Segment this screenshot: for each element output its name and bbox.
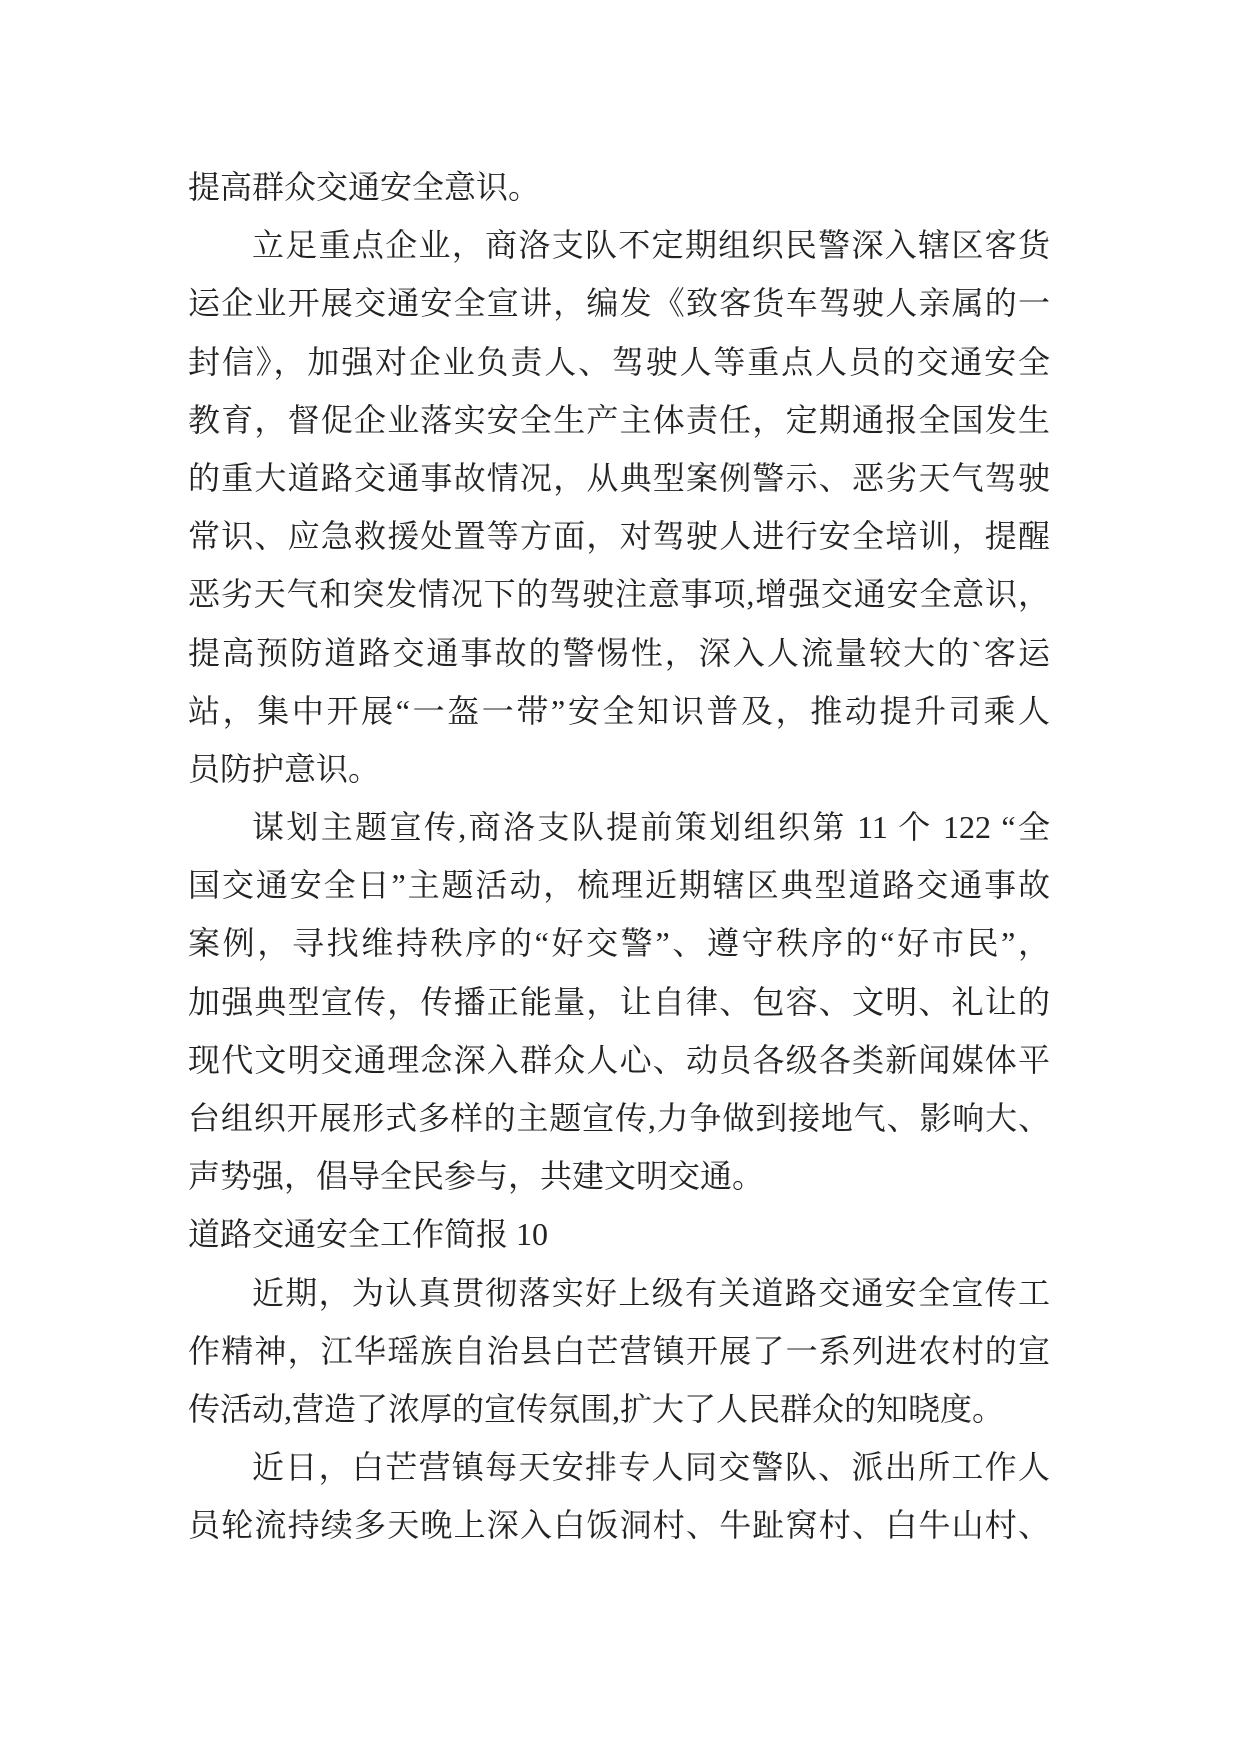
text-line: 提高群众交通安全意识。 — [188, 169, 541, 205]
text-line: 现代文明交通理念深入群众人心、动员各级各类新闻媒体平 — [188, 1041, 1050, 1078]
text-line: 加强典型宣传，传播正能量，让自律、包容、文明、礼让的 — [188, 983, 1050, 1020]
text-line: 声势强，倡导全民参与，共建文明交通。 — [188, 1158, 765, 1195]
paragraph — [188, 1264, 1050, 1439]
text-line: 的重大道路交通事故情况，从典型案例警示、恶劣天气驾驶 — [188, 459, 1050, 496]
paragraph — [188, 1438, 1050, 1554]
text-line: 运企业开展交通安全宣讲，编发《致客货车驾驶人亲属的一 — [188, 285, 1050, 322]
text-line: 提高预防道路交通事故的警惕性，深入人流量较大的`客运 — [188, 634, 1050, 671]
paragraph — [188, 216, 1050, 798]
text-line: 站，集中开展“一盔一带”安全知识普及，推动提升司乘人 — [188, 692, 1050, 729]
text-line: 近期，为认真贯彻落实好上级有关道路交通安全宣传工 — [252, 1274, 1050, 1311]
text-line: 近日，白芒营镇每天安排专人同交警队、派出所工作人 — [252, 1449, 1050, 1486]
text-line: 员防护意识。 — [188, 750, 381, 787]
text-block — [188, 158, 1050, 1555]
text-line: 立足重点企业，商洛支队不定期组织民警深入辖区客货 — [252, 227, 1050, 264]
paragraph — [188, 158, 1050, 216]
text-line: 员轮流持续多天晚上深入白饭洞村、牛趾窝村、白牛山村、 — [188, 1507, 1050, 1544]
text-line: 台组织开展形式多样的主题宣传,力争做到接地气、影响大、 — [188, 1100, 1050, 1136]
text-line: 封信》，加强对企业负责人、驾驶人等重点人员的交通安全 — [188, 343, 1050, 380]
section-heading — [188, 1205, 1050, 1263]
text-line: 作精神，江华瑶族自治县白芒营镇开展了一系列进农村的宣 — [188, 1332, 1050, 1369]
text-line: 常识、应急救援处置等方面，对驾驶人进行安全培训，提醒 — [188, 518, 1050, 555]
text-line: 恶劣天气和突发情况下的驾驶注意事项,增强交通安全意识， — [188, 576, 1050, 613]
text-line: 谋划主题宣传,商洛支队提前策划组织第 11 个 122 “全 — [252, 809, 1050, 846]
text-line: 教育，督促企业落实安全生产主体责任，定期通报全国发生 — [188, 401, 1050, 438]
text-line: 案例，寻找维持秩序的“好交警”、遵守秩序的“好市民”， — [188, 925, 1050, 962]
text-line: 道路交通安全工作简报 10 — [188, 1216, 549, 1253]
paragraph — [188, 798, 1050, 1205]
text-line: 传活动,营造了浓厚的宣传氛围,扩大了人民群众的知晓度。 — [188, 1390, 1005, 1427]
text-line: 国交通安全日”主题活动，梳理近期辖区典型道路交通事故 — [188, 867, 1050, 904]
